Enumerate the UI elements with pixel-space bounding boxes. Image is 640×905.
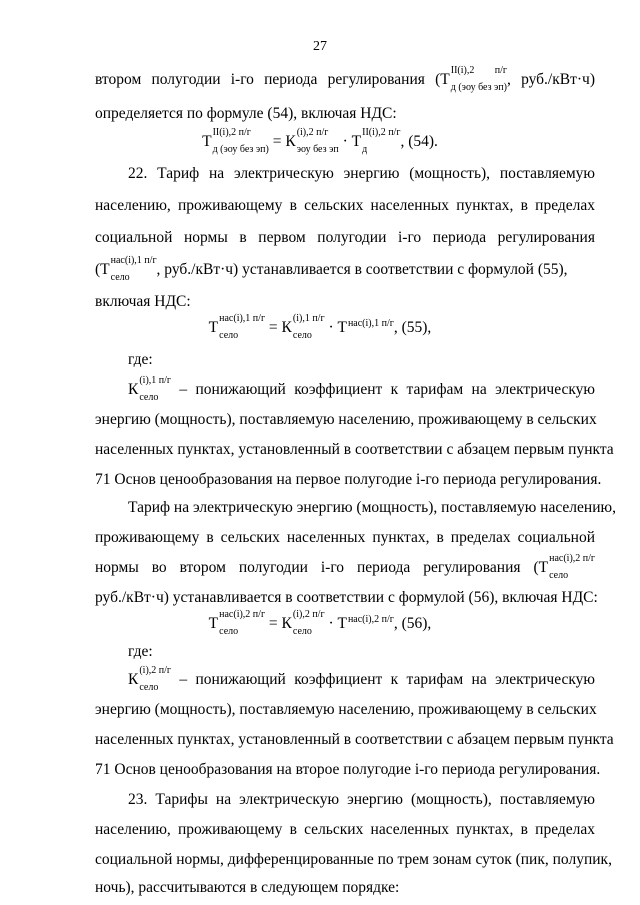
text-line: К (i),1 п/г село – понижающий коэффициент к тарифам на электрическую [128, 375, 595, 404]
formula-56: Т нас(i),2 п/г село = К (i),2 п/г село · Т нас(i),2 п/г , (56), [208, 609, 432, 638]
text-line: социальной нормы в первом полугодии i-го периода регулирования [95, 229, 595, 246]
text-line: (Т нас(i),1 п/г село , руб./кВт·ч) устанавливается в соответствии с формулой (55), [95, 255, 568, 284]
inline-symbol: (Т II(i),2 п/г д (эоу без эп) , руб./кВт·ч) [435, 65, 596, 94]
formula-55: Т нас(i),1 п/г село = К (i),1 п/г село · Т нас(i),1 п/г , (55), [208, 313, 432, 342]
text-line: населению, проживающему в сельских населенных пунктах, в пределах [95, 197, 595, 214]
text-line: Тариф на электрическую энергию (мощность), поставляемую населению, [128, 499, 616, 516]
formula-54: Т II(i),2 п/г д (эоу без эп) = К (i),2 п/г эоу без эп · Т II(i),2 п/г д , (54). [202, 127, 438, 156]
text-line: 71 Основ ценообразования на второе полугодие i-го периода регулирования. [95, 761, 601, 778]
text-line: населенных пунктах, установленный в соответствии с абзацем первым пункта [95, 731, 614, 748]
text-line: 23. Тарифы на электрическую энергию (мощность), поставляемую [128, 791, 595, 808]
text-line: определяется по формуле (54), включая НДС: [95, 105, 397, 122]
text-line: нормы во втором полугодии i-го периода регулирования (Т нас(i),2 п/г село [95, 553, 596, 582]
text-line: населению, проживающему в сельских населенных пунктах, в пределах [95, 821, 595, 838]
text-line: энергию (мощность), поставляемую населению, проживающему в сельских [95, 701, 597, 718]
text-line: включая НДС: [95, 293, 191, 310]
text-line: населенных пунктах, установленный в соответствии с абзацем первым пункта [95, 441, 614, 458]
text-line: 22. Тариф на электрическую энергию (мощность), поставляемую [128, 165, 595, 182]
page-number: 27 [313, 39, 327, 54]
text-line: ночь), рассчитываются в следующем порядке: [95, 879, 400, 896]
text-line: где: [128, 643, 153, 660]
text-line: руб./кВт·ч) устанавливается в соответствии с формулой (56), включая НДС: [95, 589, 598, 606]
text-line: втором полугодии i-го периода регулирования (Т II(i),2 п/г д (эоу без эп) , руб./кВт·ч) [95, 65, 596, 94]
text-line: К (i),2 п/г село – понижающий коэффициент к тарифам на электрическую [128, 665, 595, 694]
text-line: социальной нормы, дифференцированные по трем зонам суток (пик, полупик, [95, 851, 612, 868]
text-line: проживающему в сельских населенных пунктах, в пределах социальной [95, 529, 595, 546]
text-line: энергию (мощность), поставляемую населению, проживающему в сельских [95, 411, 597, 428]
text-line: 71 Основ ценообразования на первое полугодие i-го периода регулирования. [95, 471, 602, 488]
text-line: где: [128, 351, 153, 368]
